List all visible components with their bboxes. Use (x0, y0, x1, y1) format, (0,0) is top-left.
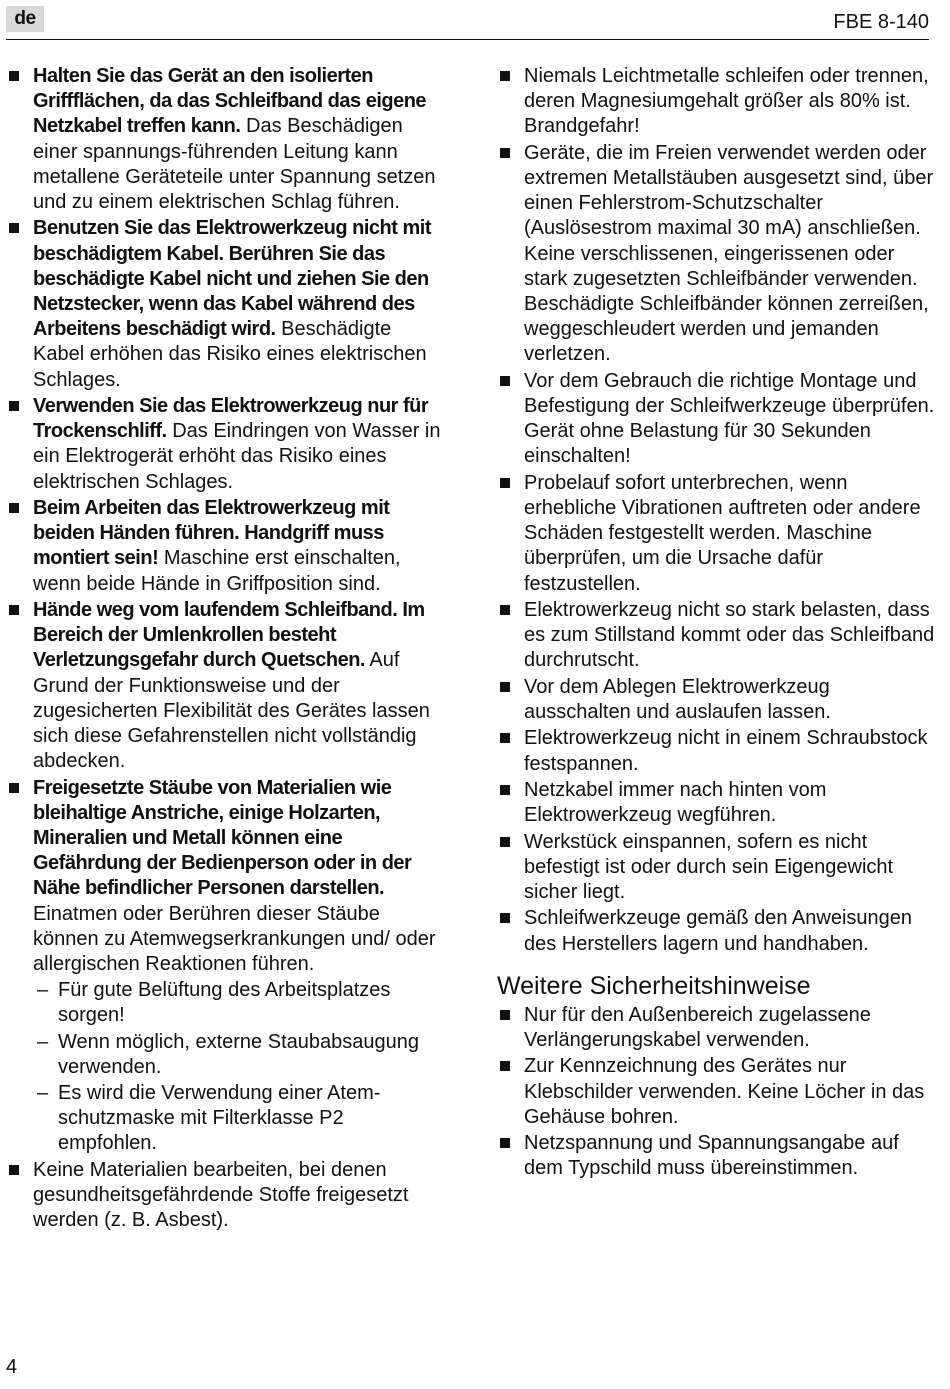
item-text: Einatmen oder Berühren dieser Stäube können zu Atemwegserkrankungen und/ oder allergischen Reaktionen führen. (33, 902, 436, 976)
item-text: Zur Kennzeichnung des Gerätes nur Klebschilder verwenden. Keine Löcher in das Gehäuse bohren. (524, 1055, 925, 1128)
list-item (6, 64, 446, 215)
list-item (497, 778, 937, 828)
item-text: Netzkabel immer nach hinten vom Elektrowerkzeug wegführen. (524, 779, 827, 827)
list-item (6, 394, 446, 495)
item-text: Keine Materialien bearbeiten, bei denen gesundheitsgefährdende Stoffe freigesetzt werden (z. B. Asbest). (33, 1158, 409, 1232)
page-number: 4 (6, 1356, 18, 1378)
square-bullet-icon (500, 733, 510, 743)
list-item (6, 776, 446, 1157)
list-item (497, 64, 937, 140)
list-item (497, 1003, 937, 1053)
list-item (497, 141, 937, 368)
item-text: Nur für den Außenbereich zugelassene Verlängerungskabel verwenden. (524, 1003, 871, 1051)
square-bullet-icon (500, 148, 510, 158)
item-bold-text: Freigesetzte Stäube von Materialien wie bleihaltige Anstriche, einige Holzarten, Mineralien und Metall können eine Gefährdung der Bedienperson oder in der Nähe befindlicher Personen darstellen. (33, 776, 412, 900)
sub-list-item (33, 978, 446, 1028)
square-bullet-icon (9, 1165, 19, 1175)
square-bullet-icon (500, 1138, 510, 1148)
page-header (0, 0, 950, 42)
square-bullet-icon (9, 223, 19, 233)
header-divider (6, 39, 929, 40)
dash-icon: – (37, 979, 49, 1002)
item-bold-text: Beim Arbeiten das Elektrowerkzeug mit beiden Händen führen. Handgriff muss montiert sein! (33, 497, 390, 570)
square-bullet-icon (500, 1061, 510, 1071)
square-bullet-icon (500, 785, 510, 795)
square-bullet-icon (500, 71, 510, 81)
sub-item-text: Für gute Belüftung des Arbeitsplatzes sorgen! (58, 979, 391, 1027)
square-bullet-icon (9, 71, 19, 81)
square-bullet-icon (500, 478, 510, 488)
item-text: Elektrowerkzeug nicht in einem Schraubstock festspannen. (524, 727, 928, 775)
square-bullet-icon (9, 401, 19, 411)
dash-icon: – (37, 1082, 49, 1105)
left-column (6, 64, 446, 1235)
item-text: Das Eindringen von Wasser in ein Elektrogerät erhöht das Risiko eines elektrischen Schlages. (33, 420, 441, 493)
sub-item-text: Es wird die Verwendung einer Atem-schutzmaske mit Filterklasse P2 empfohlen. (58, 1082, 381, 1155)
square-bullet-icon (500, 376, 510, 386)
item-text: Elektrowerkzeug nicht so stark belasten, dass es zum Stillstand kommt oder das Schleifband durchrutscht. (524, 599, 935, 672)
sub-list-item (33, 1030, 446, 1080)
item-text: Auf Grund der Funktionsweise und der zugesicherten Flexibilität des Gerätes lassen sich diese Gefahrenstellen nicht vollständig abdecken. (33, 649, 430, 773)
list-item (497, 675, 937, 725)
list-item (497, 830, 937, 906)
list-item (497, 1131, 937, 1181)
item-text: Geräte, die im Freien verwendet werden oder extremen Metallstäuben ausgesetzt sind, über einen Fehlerstrom-Schutzschalter (Auslösestrom maximal 30 mA) anschließen. Keine verschlissenen, eingerissenen oder stark zugesetzten Schleifbänder verwenden. Beschädigte Schleifbänder können zerreißen, weggeschleudert werden und jemanden verletzen. (524, 141, 934, 366)
document-code: FBE 8-140 (833, 11, 929, 33)
sub-list-item (33, 1081, 446, 1157)
right-column (497, 64, 937, 1183)
dust-sublist (33, 978, 446, 1156)
square-bullet-icon (500, 682, 510, 692)
list-item (497, 726, 937, 776)
list-item (497, 1054, 937, 1130)
item-text: Niemals Leichtmetalle schleifen oder trennen, deren Magnesiumgehalt größer als 80% ist. Brandgefahr! (524, 65, 929, 138)
item-bold-text: Hände weg vom laufendem Schleifband. Im Bereich der Umlenkrollen besteht Verletzungsgefahr durch Quetschen. (33, 599, 425, 672)
dash-icon: – (37, 1030, 49, 1053)
list-item (6, 216, 446, 392)
item-text: Werkstück einspannen, sofern es nicht befestigt ist oder durch sein Eigengewicht sicher liegt. (524, 830, 894, 903)
item-text: Netzspannung und Spannungsangabe auf dem Typschild muss übereinstimmen. (524, 1132, 899, 1180)
list-item (6, 1158, 446, 1234)
item-text: Das Beschädigen einer spannungs-führenden Leitung kann metallene Geräteteile unter Spannung setzen und zu einem elektrischen Schlag führen. (33, 115, 436, 214)
item-text: Vor dem Gebrauch die richtige Montage und Befestigung der Schleifwerkzeuge überprüfen. Gerät ohne Belastung für 30 Sekunden einschalten! (524, 369, 935, 468)
item-text: Vor dem Ablegen Elektrowerkzeug ausschalten und auslaufen lassen. (524, 675, 831, 724)
list-item (497, 598, 937, 674)
item-bold-text: Benutzen Sie das Elektrowerkzeug nicht mit beschädigtem Kabel. Berühren Sie das beschädigte Kabel nicht und ziehen Sie den Netzstecker, wenn das Kabel während des Arbeitens beschädigt wird. (33, 217, 431, 341)
square-bullet-icon (9, 783, 19, 793)
square-bullet-icon (9, 605, 19, 615)
item-bold-text: Verwenden Sie das Elektrowerkzeug nur für Trockenschliff. (33, 395, 429, 443)
square-bullet-icon (500, 605, 510, 615)
safety-list-left (6, 64, 446, 1233)
square-bullet-icon (500, 913, 510, 923)
language-badge: de (6, 6, 44, 32)
section-heading: Weitere Sicherheitshinweise (497, 971, 811, 1000)
item-text: Probelauf sofort unterbrechen, wenn erhebliche Vibrationen auftreten oder andere Schäden festgestellt werden. Maschine überprüfen, um die Ursache dafür festzustellen. (524, 471, 921, 595)
list-item (497, 906, 937, 956)
item-text: Beschädigte Kabel erhöhen das Risiko eines elektrischen Schlages. (33, 318, 427, 391)
list-item (6, 598, 446, 774)
further-safety-list (497, 1003, 937, 1182)
item-text: Maschine erst einschalten, wenn beide Hände in Griffposition sind. (33, 547, 401, 595)
safety-list-right (497, 64, 937, 957)
square-bullet-icon (500, 1010, 510, 1020)
square-bullet-icon (9, 503, 19, 513)
square-bullet-icon (500, 837, 510, 847)
list-item (6, 496, 446, 597)
list-item (497, 369, 937, 470)
list-item (497, 471, 937, 597)
item-text: Schleifwerkzeuge gemäß den Anweisungen des Herstellers lagern und handhaben. (524, 907, 913, 955)
item-bold-text: Halten Sie das Gerät an den isolierten Griffflächen, da das Schleifband das eigene Netzkabel treffen kann. (33, 65, 427, 138)
sub-item-text: Wenn möglich, externe Staubabsaugung verwenden. (58, 1030, 419, 1078)
